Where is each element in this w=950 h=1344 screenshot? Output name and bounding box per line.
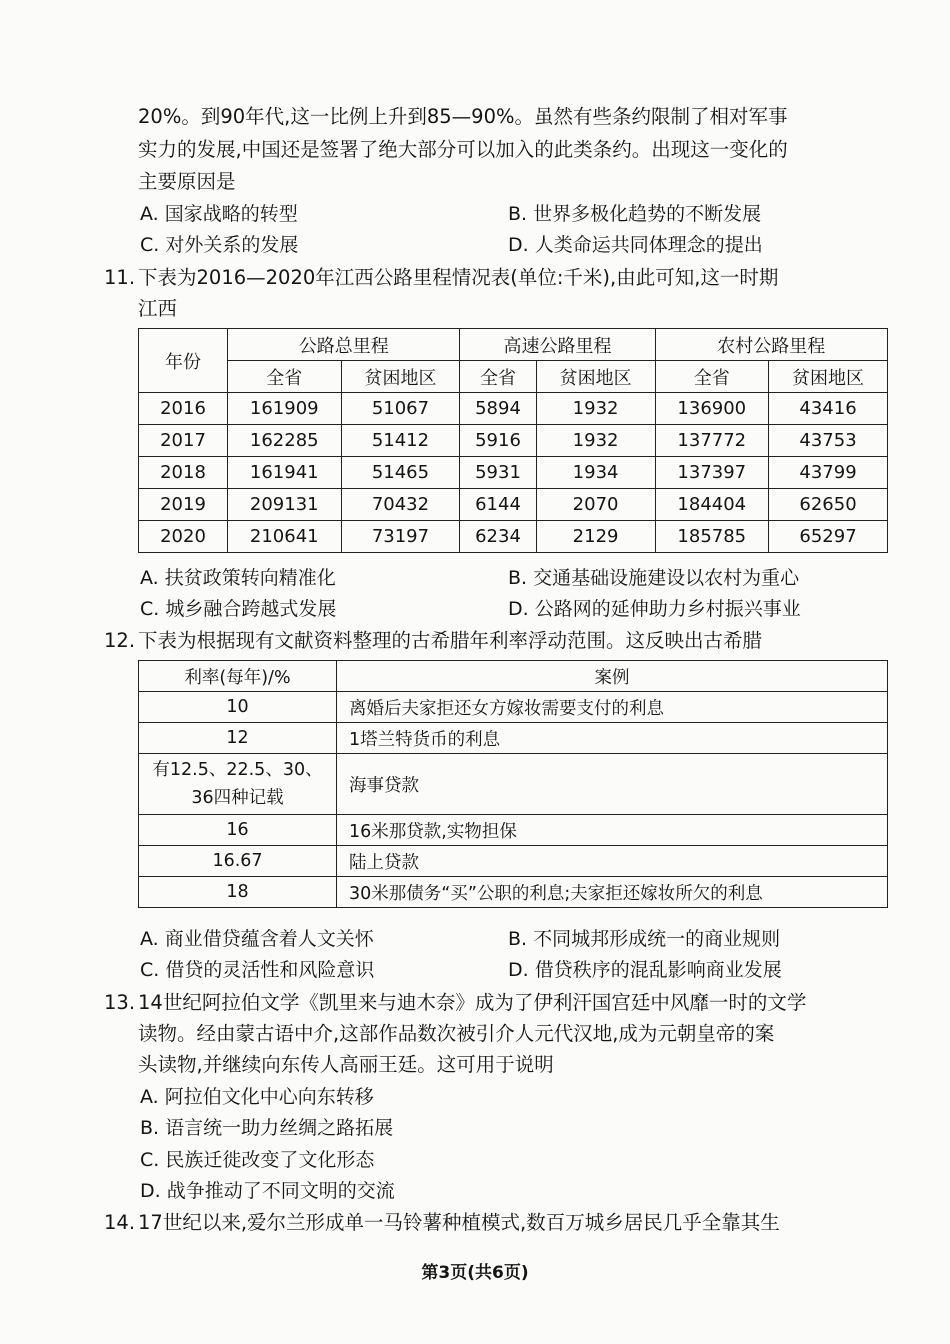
table-row <box>139 877 888 908</box>
q12-case-header: 案例 <box>337 661 888 692</box>
q12-case-cell: 离婚后夫家拒还女方嫁妆需要支付的利息 <box>337 692 888 723</box>
q11-stem-line-1: 下表为2016—2020年江西公路里程情况表(单位:千米),由此可知,这一时期 <box>138 266 779 289</box>
q11-cell: 2018 <box>139 457 228 489</box>
q10-option-a: A. 国家战略的转型 <box>140 203 298 225</box>
q12-case-cell: 海事贷款 <box>337 754 888 815</box>
q11-cell: 51412 <box>341 425 460 457</box>
q11-subheader: 全省 <box>655 361 769 393</box>
q12-rate-header: 利率(每年)/% <box>139 661 337 692</box>
q11-subheader: 贫困地区 <box>341 361 460 393</box>
q11-cell: 2016 <box>139 393 228 425</box>
q11-option-d: D. 公路网的延伸助力乡村振兴事业 <box>508 598 801 620</box>
q11-group-header: 农村公路里程 <box>655 329 887 361</box>
q11-cell: 62650 <box>769 489 888 521</box>
table-row <box>139 815 888 846</box>
q12-option-b: B. 不同城邦形成统一的商业规则 <box>508 928 781 950</box>
q11-table <box>138 328 888 553</box>
q11-cell: 6234 <box>460 521 536 553</box>
q11-cell: 161909 <box>228 393 342 425</box>
q11-cell: 137772 <box>655 425 769 457</box>
q11-option-a: A. 扶贫政策转向精准化 <box>140 567 336 589</box>
q11-cell: 65297 <box>769 521 888 553</box>
q13-number: 13. <box>104 991 136 1014</box>
q11-cell: 70432 <box>341 489 460 521</box>
q11-cell: 162285 <box>228 425 342 457</box>
q11-cell: 51465 <box>341 457 460 489</box>
q12-rate-cell: 12 <box>139 723 337 754</box>
q11-cell: 43799 <box>769 457 888 489</box>
q12-number: 12. <box>104 629 136 652</box>
q11-cell: 184404 <box>655 489 769 521</box>
q11-subheader: 贫困地区 <box>769 361 888 393</box>
table-row <box>139 393 888 425</box>
q12-stem-line-1: 下表为根据现有文献资料整理的古希腊年利率浮动范围。这反映出古希腊 <box>138 629 763 652</box>
q11-cell: 5931 <box>460 457 536 489</box>
table-row <box>139 846 888 877</box>
q10-option-c: C. 对外关系的发展 <box>140 234 299 256</box>
q11-cell: 137397 <box>655 457 769 489</box>
q12-case-cell: 1塔兰特货币的利息 <box>337 723 888 754</box>
table-row <box>139 489 888 521</box>
q10-option-b: B. 世界多极化趋势的不断发展 <box>508 203 762 225</box>
q11-cell: 5916 <box>460 425 536 457</box>
q11-cell: 161941 <box>228 457 342 489</box>
q12-case-cell: 30米那债务“买”公职的利息;夫家拒还嫁妆所欠的利息 <box>337 877 888 908</box>
q11-cell: 210641 <box>228 521 342 553</box>
q12-case-cell: 16米那贷款,实物担保 <box>337 815 888 846</box>
q11-cell: 1934 <box>536 457 655 489</box>
q13-option-c: C. 民族迁徙改变了文化形态 <box>140 1149 375 1171</box>
q13-stem-line-2: 读物。经由蒙古语中介,这部作品数次被引介人元代汉地,成为元朝皇帝的案 <box>138 1022 775 1045</box>
q11-cell: 2017 <box>139 425 228 457</box>
q11-number: 11. <box>104 266 136 289</box>
q12-table <box>138 660 888 908</box>
q10-stem-line-3: 主要原因是 <box>138 170 236 193</box>
table-row <box>139 692 888 723</box>
table-row <box>139 723 888 754</box>
table-row <box>139 425 888 457</box>
table-row <box>139 457 888 489</box>
q12-rate-cell: 16.67 <box>139 846 337 877</box>
q11-stem-line-2: 江西 <box>138 297 178 320</box>
q13-option-a: A. 阿拉伯文化中心向东转移 <box>140 1086 374 1108</box>
q13-option-d: D. 战争推动了不同文明的交流 <box>140 1180 395 1202</box>
q11-year-header: 年份 <box>139 329 228 393</box>
q13-stem-line-3: 头读物,并继续向东传人高丽王廷。这可用于说明 <box>138 1053 554 1076</box>
q12-case-cell: 陆上贷款 <box>337 846 888 877</box>
table-row <box>139 754 888 815</box>
q11-cell: 2019 <box>139 489 228 521</box>
q11-cell: 1932 <box>536 425 655 457</box>
q13-option-b: B. 语言统一助力丝绸之路拓展 <box>140 1117 394 1139</box>
q11-cell: 43416 <box>769 393 888 425</box>
q12-option-a: A. 商业借贷蕴含着人文关怀 <box>140 928 374 950</box>
q11-cell: 51067 <box>341 393 460 425</box>
q11-cell: 5894 <box>460 393 536 425</box>
q11-cell: 43753 <box>769 425 888 457</box>
q11-subheader: 贫困地区 <box>536 361 655 393</box>
q11-option-c: C. 城乡融合跨越式发展 <box>140 598 337 620</box>
q11-cell: 73197 <box>341 521 460 553</box>
q11-cell: 2129 <box>536 521 655 553</box>
q12-rate-cell <box>139 754 337 815</box>
q11-cell: 1932 <box>536 393 655 425</box>
q10-option-d: D. 人类命运共同体理念的提出 <box>508 234 763 256</box>
table-row <box>139 521 888 553</box>
q14-stem-line-1: 17世纪以来,爱尔兰形成单一马铃薯种植模式,数百万城乡居民几乎全靠其生 <box>138 1211 780 1234</box>
q11-group-header: 高速公路里程 <box>460 329 655 361</box>
q11-cell: 185785 <box>655 521 769 553</box>
q12-option-d: D. 借贷秩序的混乱影响商业发展 <box>508 959 782 981</box>
q13-stem-line-1: 14世纪阿拉伯文学《凯里来与迪木奈》成为了伊利汗国宫廷中风靡一时的文学 <box>138 991 807 1014</box>
q11-cell: 136900 <box>655 393 769 425</box>
q12-rate-cell: 10 <box>139 692 337 723</box>
q11-cell: 209131 <box>228 489 342 521</box>
q12-rate-line-2: 36四种记载 <box>191 788 284 808</box>
q11-subheader: 全省 <box>460 361 536 393</box>
q11-cell: 2020 <box>139 521 228 553</box>
q12-option-c: C. 借贷的灵活性和风险意识 <box>140 959 375 981</box>
q14-number: 14. <box>104 1211 136 1234</box>
q12-rate-cell: 16 <box>139 815 337 846</box>
q11-option-b: B. 交通基础设施建设以农村为重心 <box>508 567 800 589</box>
q11-group-header: 公路总里程 <box>228 329 460 361</box>
q11-cell: 6144 <box>460 489 536 521</box>
page-footer: 第3页(共6页) <box>421 1263 529 1283</box>
q10-stem-line-1: 20%。到90年代,这一比例上升到85—90%。虽然有些条约限制了相对军事 <box>138 105 788 128</box>
q12-rate-line-1: 有12.5、22.5、30、 <box>152 760 323 780</box>
q10-stem-line-2: 实力的发展,中国还是签署了绝大部分可以加入的此类条约。出现这一变化的 <box>138 138 788 161</box>
q11-cell: 2070 <box>536 489 655 521</box>
q12-rate-cell: 18 <box>139 877 337 908</box>
q11-subheader: 全省 <box>228 361 342 393</box>
